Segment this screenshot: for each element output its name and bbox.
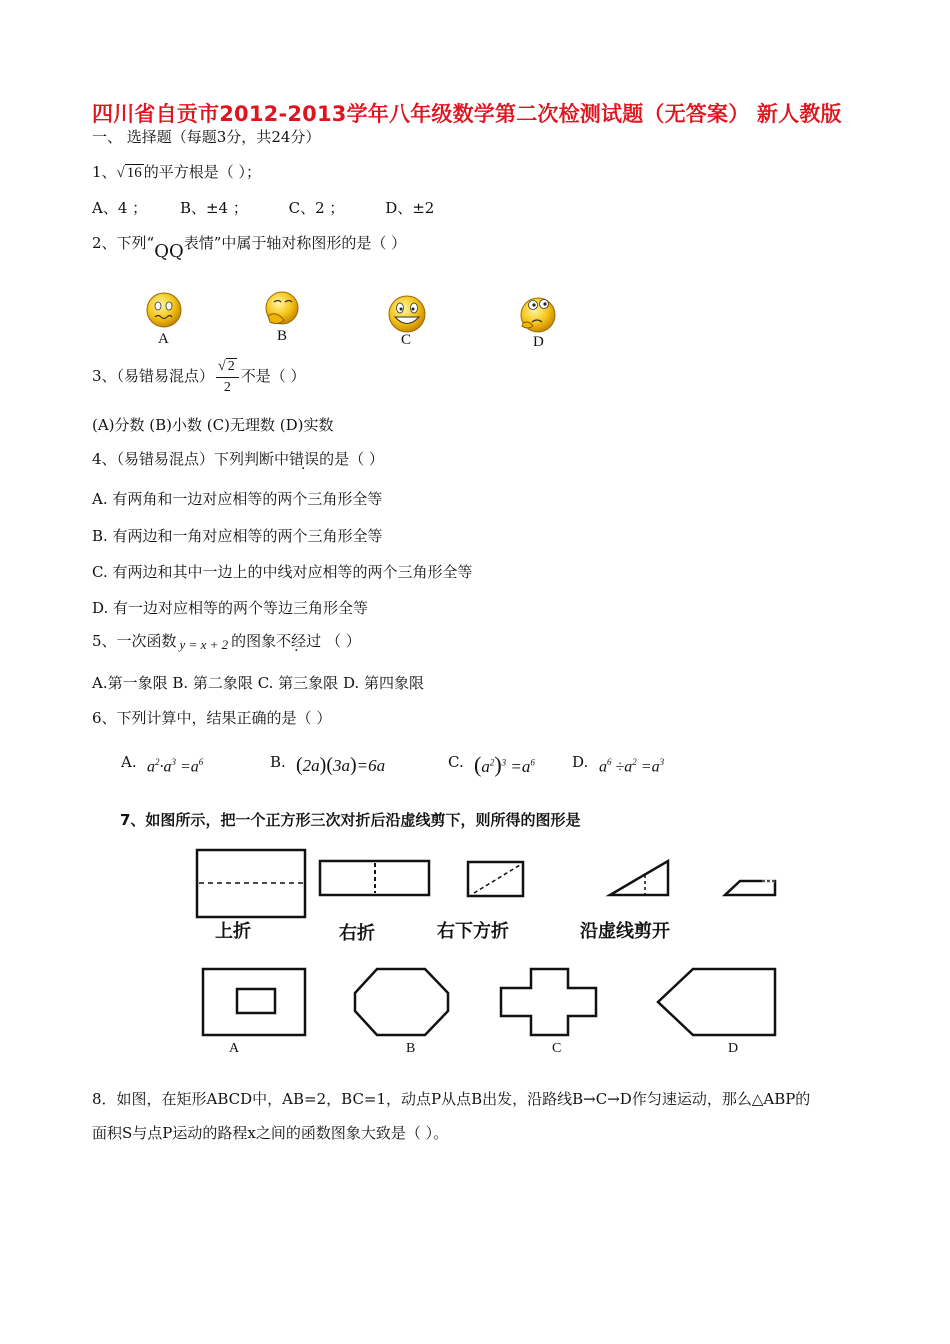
question-6: 6、下列计算中，结果正确的是（ ） bbox=[92, 709, 332, 727]
expr-d: $a^6 \div a^2 =a^3$ bbox=[599, 757, 665, 776]
answer-c-shape bbox=[501, 969, 596, 1035]
question-1: 1、√ 16 的平方根是（ ）； bbox=[92, 163, 262, 181]
question-7-title: 7、如图所示，把一个正方形三次对折后沿虚线剪下，则所得的图形是 bbox=[120, 811, 581, 829]
expr-c: $(a^2)^3 =a^6$ bbox=[474, 752, 535, 777]
option-d: D、±2 bbox=[385, 199, 435, 217]
answer-b-shape bbox=[355, 969, 448, 1035]
linear-function: y = x + 2 bbox=[179, 637, 229, 652]
expr-a: $a^2\cdot a^3 =a^6$ bbox=[147, 757, 204, 776]
answer-a-label: A bbox=[229, 1041, 240, 1056]
emphasis-wrong: 错误 bbox=[289, 450, 320, 468]
answer-d-shape bbox=[658, 969, 775, 1035]
worried-face-icon bbox=[147, 293, 181, 327]
square-step-1 bbox=[197, 850, 305, 917]
answer-c-label: C bbox=[552, 1041, 562, 1056]
question-4-option-b: B. 有两边和一角对应相等的两个三角形全等 bbox=[92, 527, 383, 545]
question-6-label-a: A. bbox=[121, 753, 137, 771]
question-6-label-b: B. bbox=[270, 753, 286, 771]
qq-label: QQ bbox=[154, 241, 184, 262]
face-label-a: A bbox=[158, 331, 169, 347]
answer-d-label: D bbox=[728, 1041, 739, 1056]
option-b: B、±4 ； bbox=[179, 199, 248, 217]
folding-diagram bbox=[190, 845, 790, 1065]
face-label-b: B bbox=[277, 328, 288, 344]
question-1-options bbox=[92, 198, 434, 218]
sqrt-expression: √ 16 bbox=[116, 165, 142, 181]
fold-step-2-label: 右折 bbox=[339, 923, 375, 944]
answer-b-label: B bbox=[406, 1041, 416, 1056]
question-5: 5、一次函数 y = x + 2 的图象不经过 （ ） bbox=[92, 632, 361, 652]
section-heading: 一、 选择题（每题3分，共24分） bbox=[92, 128, 321, 146]
confused-face-icon bbox=[521, 298, 555, 332]
cut-piece bbox=[725, 881, 775, 895]
question-8-line-2: 面积S与点P运动的路程x之间的函数图象大致是（ ）。 bbox=[92, 1124, 449, 1142]
question-6-label-d: D. bbox=[572, 753, 589, 771]
answer-a-shape bbox=[203, 969, 305, 1035]
fold-step-4-label: 沿虚线剪开 bbox=[580, 921, 670, 942]
option-c: C、2 ； bbox=[288, 199, 345, 217]
question-2: 2、下列“QQ表情”中属于轴对称图形的是（ ） bbox=[92, 234, 407, 262]
triangle-step-4 bbox=[610, 861, 668, 895]
thinking-face-icon bbox=[266, 292, 298, 324]
question-3: 3、（易错易混点） $\frac{√ 2}{2}$ 不是（ ） bbox=[92, 354, 306, 398]
question-4-option-c: C. 有两边和其中一边上的中线对应相等的两个三角形全等 bbox=[92, 563, 473, 581]
option-a: A、4 ； bbox=[92, 199, 148, 217]
question-4-option-a: A. 有两角和一边对应相等的两个三角形全等 bbox=[92, 490, 383, 508]
question-8-line-1: 8．如图，在矩形ABCD中，AB=2，BC=1，动点P从点B出发，沿路线B→C→D作匀速运动，那么△ABP的 bbox=[92, 1090, 811, 1108]
fold-step-3-label: 右下方折 bbox=[437, 921, 509, 942]
expr-b: (2a)(3a)=6a bbox=[296, 754, 386, 776]
document-title: 四川省自贡市2012-2013学年八年级数学第二次检测试题（无答案） 新人教版 bbox=[92, 102, 842, 126]
emphasis-not-pass: 不经过 bbox=[276, 632, 322, 650]
fold-step-1-label: 上折 bbox=[215, 921, 251, 942]
fraction-sqrt2-over-2: $\frac{√ 2}{2}$ bbox=[216, 357, 239, 398]
face-label-d: D bbox=[533, 334, 544, 350]
question-5-options: A.第一象限 B. 第二象限 C. 第三象限 D. 第四象限 bbox=[92, 674, 424, 692]
grinning-face-icon bbox=[389, 296, 425, 332]
face-label-c: C bbox=[401, 332, 412, 348]
emoji-options bbox=[140, 290, 580, 354]
question-3-options: (A)分数 (B)小数 (C)无理数 (D)实数 bbox=[92, 416, 334, 434]
question-4-option-d: D. 有一边对应相等的两个等边三角形全等 bbox=[92, 599, 369, 617]
question-4: 4、（易错易混点）下列判断中错误的是（ ） bbox=[92, 450, 384, 468]
question-6-label-c: C. bbox=[448, 753, 464, 771]
